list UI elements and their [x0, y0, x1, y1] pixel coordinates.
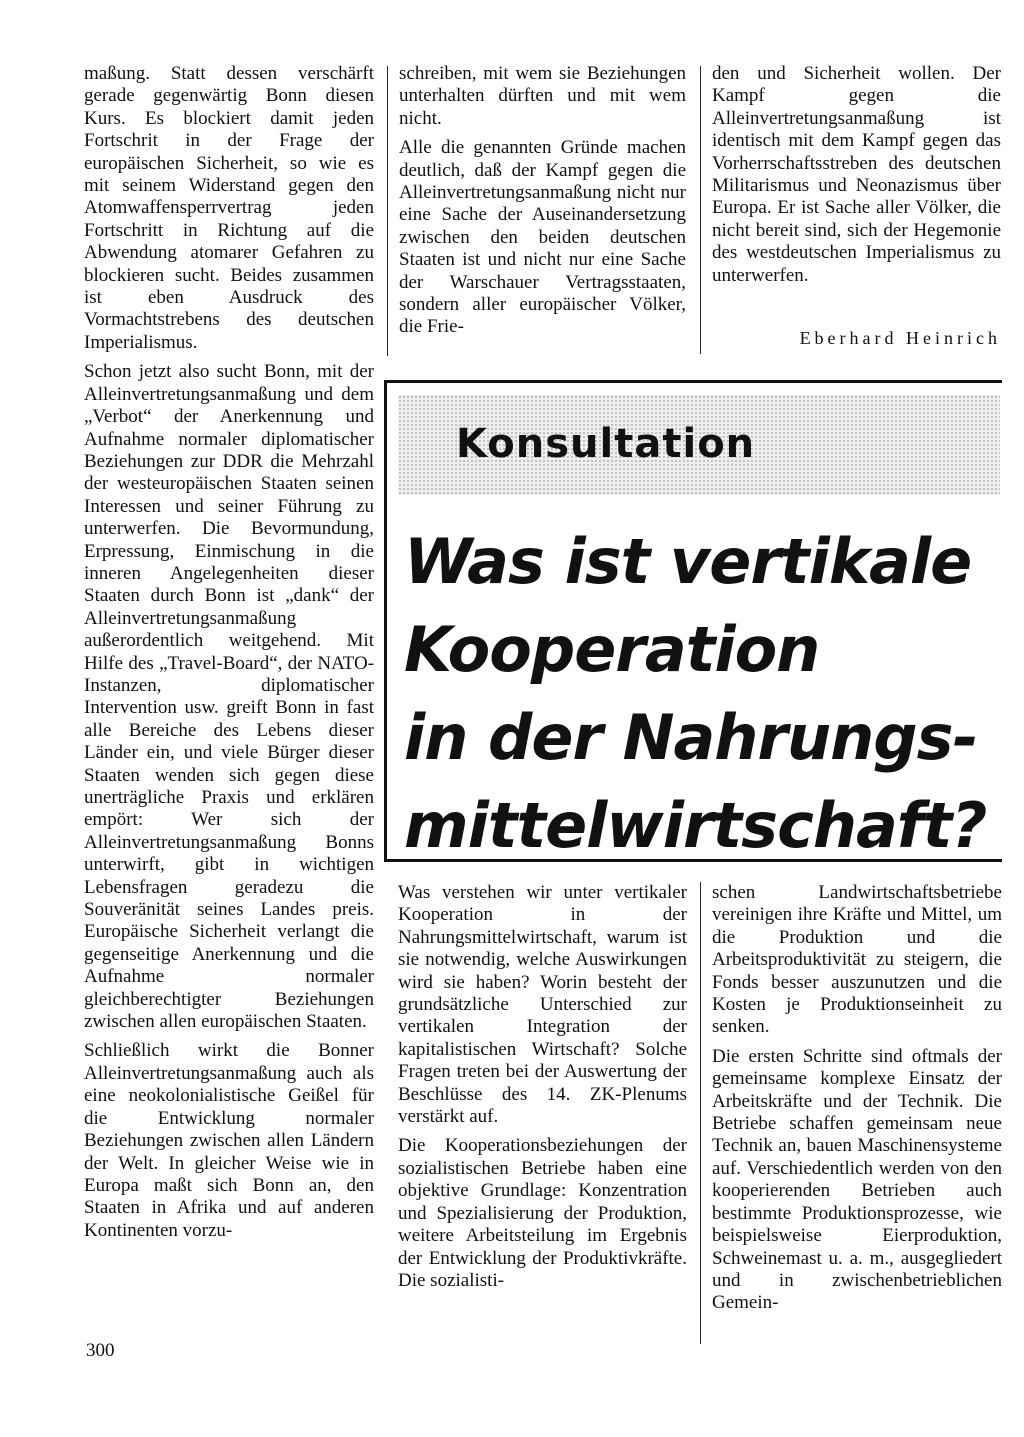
headline-line: mittelwirtschaft?: [404, 789, 987, 862]
column-divider: [700, 882, 701, 1344]
section-kicker: Konsultation: [456, 421, 756, 467]
paragraph: den und Sicherheit wollen. Der Kampf gegen die Alleinvertretungsanmaßung ist identisch mit dem Kampf gegen das Vorherrschaftsstreben des deutschen Militarismus und Neonazismus über Europa. Er ist Sache aller Völker, die nicht bereit sind, sich der Hegemonie des westdeutschen Imperialismus zu unterwerfen.: [712, 63, 1001, 286]
left-article-column-2: [399, 63, 686, 339]
left-article-column-1: [84, 63, 374, 1242]
headline-line: Kooperation: [404, 613, 820, 686]
paragraph: schen Landwirtschaftsbetriebe vereinigen ihre Kräfte und Mittel, um die Produktion und die Arbeitsproduktivität zu steigern, die Fonds besser auszunutzen und die Kosten je Produktionseinheit zu senken.: [712, 882, 1002, 1038]
page-number: 300: [86, 1340, 115, 1361]
paragraph: schreiben, mit wem sie Beziehungen unterhalten dürften und mit wem nicht.: [399, 63, 686, 129]
paragraph: maßung. Statt dessen verschärft gerade gegenwärtig Bonn diesen Kurs. Es blockiert damit jeden Fortschrit in der Frage der europäischen Sicherheit, so wie es mit seinem Widerstand gegen den Atomwaffensperrvertrag jeden Fortschritt in Richtung auf die Abwendung atomarer Gefahren zu blockieren sucht. Beides zusammen ist eben Ausdruck des Vormachtstrebens des deutschen Imperialismus.: [84, 63, 374, 353]
headline-line: in der Nahrungs-: [404, 701, 978, 774]
paragraph: Was verstehen wir unter vertikaler Kooperation in der Nahrungsmittelwirtschaft, warum ist sie notwendig, welche Auswirkungen wird sie haben? Worin besteht der grundsätzliche Unterschied zur vertikalen Integration der kapitalistischen Wirtschaft? Solche Fragen treten bei der Auswertung der Beschlüsse des 14. ZK-Plenums verstärkt auf.: [398, 882, 687, 1128]
paragraph: Schon jetzt also sucht Bonn, mit der Alleinvertretungsanmaßung und dem „Verbot“ der Anerkennung und Aufnahme normaler diplomatischer Beziehungen zur DDR die Mehrzahl der westeuropäischen Staaten seinen Interessen und seiner Führung zu unterwerfen. Die Bevormundung, Erpressung, Einmischung in die inneren Angelegenheiten dieser Staaten durch Bonn ist „dank“ der Alleinvertretungsanmaßung außerordentlich weitgehend. Mit Hilfe des „Travel-Board“, der NATO-Instanzen, diplomatischer Intervention usw. greift Bonn in fast alle Bereiche des Lebens dieser Länder ein, und viele Bürger dieser Staaten wenden sich gegen diese unerträgliche Praxis und erklären empört: Wer sich der Alleinvertretungsanmaßung Bonns unterwirft, gibt in wichtigen Lebensfragen geradezu die Souveränität seines Landes preis. Europäische Sicherheit verlangt die gegenseitige Anerkennung und die Aufnahme normaler gleichberechtigter Beziehungen zwischen allen europäischen Staaten.: [84, 361, 374, 1033]
author-byline: Eberhard Heinrich: [799, 328, 1001, 348]
headline-line: Was ist vertikale: [404, 525, 972, 598]
column-divider: [387, 66, 388, 356]
column-divider: [700, 66, 701, 354]
frame-rule-left: [384, 380, 387, 860]
left-article-column-3: [712, 63, 1001, 287]
paragraph: Alle die genannten Gründe machen deutlich, daß der Kampf gegen die Alleinvertretungsanmaßung nicht nur eine Sache der Auseinandersetzung zwischen den beiden deutschen Staaten ist und nicht nur eine Sache der Warschauer Vertragsstaaten, sondern aller europäischer Völker, die Frie-: [399, 137, 686, 338]
paragraph: Die Kooperationsbeziehungen der sozialistischen Betriebe haben eine objektive Grundlage: Konzentration und Spezialisierung der Produktion, weitere Arbeitsteilung im Ergebnis der Entwicklung der Produktivkräfte. Die sozialisti-: [398, 1135, 687, 1291]
new-article-column-1: [398, 882, 687, 1292]
paragraph: Die ersten Schritte sind oftmals der gemeinsame komplexe Einsatz der Arbeitskräfte und der Technik. Die Betriebe schaffen gemeinsam neue Technik an, bauen Maschinensysteme auf. Verschiedentlich werden von den kooperierenden Betrieben auch bestimmte Produktionsprozesse, wie beispielsweise Eierproduktion, Schweinemast u. a. m., ausgegliedert und in zwischenbetrieblichen Gemein-: [712, 1045, 1002, 1314]
article-headline: [404, 518, 1000, 870]
paragraph: Schließlich wirkt die Bonner Alleinvertretungsanmaßung auch als eine neokolonialistische Geißel für die Entwicklung normaler Beziehungen zwischen allen Ländern der Welt. In gleicher Weise wie in Europa maßt sich Bonn an, den Staaten in Afrika und auf anderen Kontinenten vorzu-: [84, 1040, 374, 1241]
new-article-column-2: [712, 882, 1002, 1315]
frame-rule-top: [384, 380, 1002, 383]
